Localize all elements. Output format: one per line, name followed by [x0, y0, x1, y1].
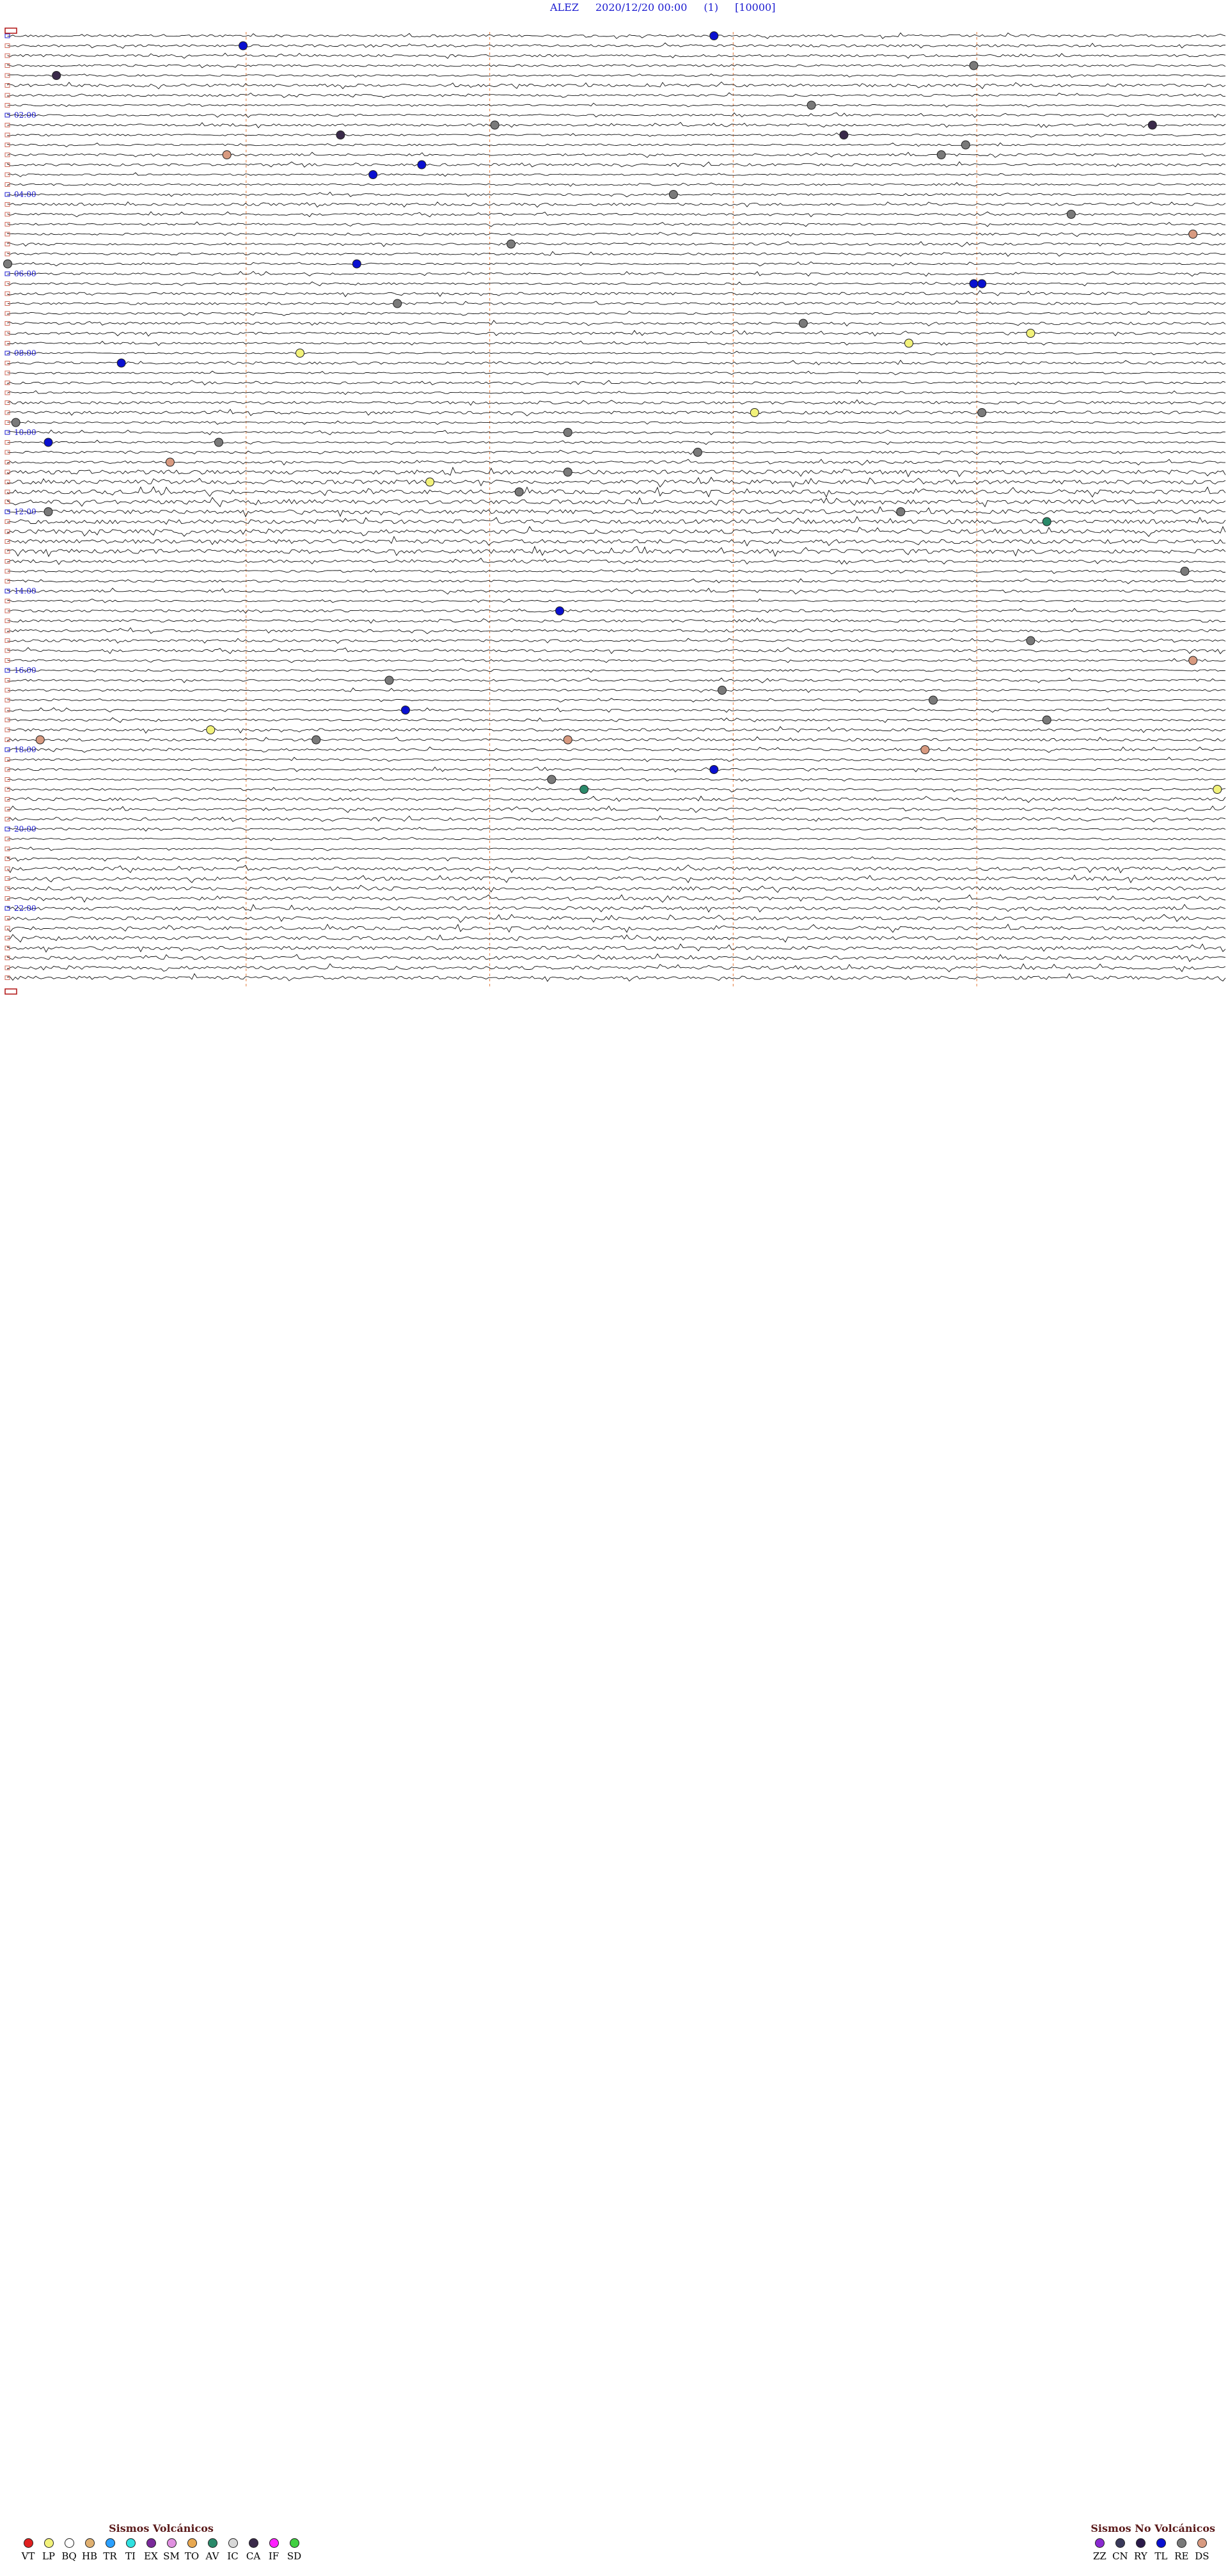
legend-item-ex: [142, 2538, 160, 2562]
legend-code: TR: [103, 2550, 117, 2562]
event-marker-lp: [1213, 786, 1222, 794]
legend-swatch: [167, 2538, 177, 2548]
event-marker-ds: [36, 736, 44, 744]
event-marker-tl: [710, 32, 718, 40]
trace-row: [8, 895, 1225, 903]
trace-row: [8, 82, 1225, 89]
row-marker: [5, 946, 10, 950]
trace-row: [8, 837, 1225, 841]
trace-row: [8, 33, 1225, 38]
record-end-marker: [5, 989, 17, 994]
trace-row: [8, 450, 1225, 455]
row-marker: [5, 510, 10, 514]
trace-row: [8, 202, 1225, 207]
event-marker-re: [1067, 210, 1075, 219]
trace-row: [8, 767, 1225, 772]
legend-item-sd: [285, 2538, 303, 2562]
trace-row: [8, 351, 1225, 355]
legend-code: TI: [125, 2550, 136, 2562]
row-marker: [5, 64, 10, 68]
legend-swatch: [290, 2538, 299, 2548]
trace-row: [8, 757, 1225, 762]
legend-code: RE: [1174, 2550, 1189, 2562]
event-marker-tl: [970, 280, 978, 288]
record-datetime: 2020/12/20 00:00: [595, 1, 688, 13]
event-marker-ds: [921, 746, 929, 754]
trace-row: [8, 152, 1225, 157]
row-marker: [5, 629, 10, 633]
trace-row: [8, 468, 1225, 477]
row-marker: [5, 926, 10, 930]
legend-code: LP: [42, 2550, 56, 2562]
event-marker-re: [669, 191, 677, 199]
trace-row: [8, 477, 1225, 487]
legend-code: TL: [1154, 2550, 1168, 2562]
row-marker: [5, 173, 10, 177]
row-marker: [5, 34, 10, 38]
trace-row: [8, 430, 1225, 435]
row-marker: [5, 292, 10, 296]
hour-label: 12:00: [14, 507, 36, 516]
amplitude-scale: [10000]: [735, 1, 776, 13]
row-marker: [5, 74, 10, 77]
event-marker-tl: [978, 280, 986, 288]
event-marker-tl: [239, 42, 248, 50]
legend-volcanic-items: [19, 2538, 303, 2562]
event-marker-re: [929, 696, 938, 704]
row-marker: [5, 679, 10, 683]
legend-item-ti: [122, 2538, 139, 2562]
trace-row: [8, 678, 1225, 683]
row-marker: [5, 232, 10, 236]
trace-row: [8, 608, 1225, 613]
trace-row: [8, 827, 1225, 832]
row-marker: [5, 906, 10, 910]
trace-row: [8, 628, 1225, 633]
legend-item-to: [183, 2538, 201, 2562]
trace-row: [8, 659, 1225, 663]
event-marker-re: [312, 736, 320, 744]
trace-row: [8, 787, 1225, 792]
event-marker-re: [970, 61, 978, 70]
event-marker-tl: [44, 438, 52, 446]
hour-label: 06:00: [14, 269, 36, 278]
legend-code: AV: [205, 2550, 219, 2562]
row-marker: [5, 867, 10, 871]
trace-row: [8, 242, 1225, 247]
hour-label: 10:00: [14, 428, 36, 437]
event-marker-tl: [710, 766, 718, 774]
trace-row: [8, 182, 1225, 186]
trace-row: [8, 262, 1225, 266]
event-marker-re: [693, 448, 702, 457]
row-marker: [5, 599, 10, 603]
trace-row: [8, 796, 1225, 803]
row-marker: [5, 639, 10, 643]
trace-row: [8, 409, 1225, 416]
trace-row: [8, 459, 1225, 465]
row-marker: [5, 312, 10, 315]
trace-row: [8, 915, 1225, 922]
trace-row: [8, 122, 1225, 128]
trace-row: [8, 747, 1225, 753]
trace-row: [8, 103, 1225, 107]
event-marker-re: [12, 418, 20, 427]
legend-code: SD: [287, 2550, 302, 2562]
legend-volcanic: [19, 2522, 303, 2562]
row-marker: [5, 113, 10, 117]
legend-code: HB: [81, 2550, 98, 2562]
event-marker-tl: [402, 706, 410, 715]
legend-item-sm: [162, 2538, 180, 2562]
trace-row: [8, 944, 1225, 952]
event-marker-re: [897, 508, 905, 516]
trace-row: [8, 113, 1225, 117]
trace-row: [8, 360, 1225, 365]
row-marker: [5, 956, 10, 960]
row-marker: [5, 857, 10, 861]
event-marker-ca: [52, 72, 61, 80]
row-marker: [5, 193, 10, 196]
legend-item-ds: [1193, 2538, 1211, 2562]
trace-row: [8, 487, 1225, 497]
legend-swatch: [1197, 2538, 1207, 2548]
legend-item-if: [265, 2538, 283, 2562]
trace-row: [8, 311, 1225, 315]
row-marker: [5, 133, 10, 137]
legend-code: VT: [21, 2550, 35, 2562]
event-marker-re: [547, 775, 556, 784]
event-marker-av: [1043, 518, 1051, 526]
event-marker-re: [215, 438, 223, 446]
row-marker: [5, 54, 10, 58]
event-marker-ds: [166, 458, 174, 466]
event-marker-re: [937, 151, 945, 159]
trace-row: [8, 212, 1225, 217]
row-marker: [5, 93, 10, 97]
legend-swatch: [85, 2538, 95, 2548]
trace-row: [8, 331, 1225, 336]
legend-code: TO: [184, 2550, 200, 2562]
record-start-marker: [5, 28, 17, 33]
event-marker-re: [978, 409, 986, 417]
legend-swatch: [146, 2538, 156, 2548]
trace-row: [8, 53, 1225, 58]
hour-label: 14:00: [14, 587, 36, 596]
event-marker-re: [507, 240, 516, 248]
event-marker-re: [44, 508, 52, 516]
row-marker: [5, 530, 10, 533]
row-marker: [5, 242, 10, 246]
row-marker: [5, 708, 10, 712]
event-marker-re: [563, 468, 572, 477]
trace-row: [8, 569, 1225, 574]
row-marker: [5, 748, 10, 752]
legend-swatch: [1095, 2538, 1105, 2548]
row-marker: [5, 699, 10, 702]
event-marker-ds: [223, 151, 231, 159]
row-marker: [5, 421, 10, 425]
event-marker-lp: [426, 478, 434, 486]
event-marker-lp: [296, 349, 304, 358]
legend-item-tr: [101, 2538, 119, 2562]
legend-item-zz: [1090, 2538, 1108, 2562]
legend-code: EX: [144, 2550, 158, 2562]
trace-row: [8, 162, 1225, 167]
trace-row: [8, 588, 1225, 594]
trace-row: [8, 558, 1225, 565]
trace-row: [8, 320, 1225, 326]
trace-row: [8, 74, 1225, 77]
trace-row: [8, 391, 1225, 395]
row-marker: [5, 668, 10, 672]
trace-row: [8, 43, 1225, 49]
event-marker-re: [563, 429, 572, 437]
legend-volcanic-title: Sismos Volcánicos: [109, 2522, 214, 2534]
trace-row: [8, 688, 1225, 693]
trace-row: [8, 816, 1225, 823]
row-marker: [5, 787, 10, 791]
row-marker: [5, 758, 10, 762]
trace-row: [8, 924, 1225, 933]
event-marker-re: [385, 676, 393, 684]
event-marker-tl: [556, 607, 564, 615]
event-marker-ds: [563, 736, 572, 744]
event-marker-ca: [336, 131, 345, 139]
legend-swatch: [44, 2538, 54, 2548]
trace-row: [8, 857, 1225, 861]
legend-item-cn: [1111, 2538, 1129, 2562]
trace-row: [8, 647, 1225, 654]
trace-row: [8, 618, 1225, 623]
row-marker: [5, 818, 10, 821]
row-marker: [5, 580, 10, 583]
row-marker: [5, 877, 10, 881]
trace-row: [8, 865, 1225, 873]
trace-row: [8, 143, 1225, 146]
trace-row: [8, 232, 1225, 237]
station-code: ALEZ: [550, 1, 579, 13]
legend-item-tl: [1152, 2538, 1170, 2562]
legend-item-re: [1172, 2538, 1190, 2562]
row-marker: [5, 431, 10, 434]
event-marker-tl: [369, 171, 377, 179]
event-marker-re: [515, 488, 523, 496]
trace-row: [8, 65, 1225, 68]
legend-swatch: [1136, 2538, 1145, 2548]
row-marker: [5, 540, 10, 544]
legend-code: BQ: [61, 2550, 77, 2562]
legend-nonvolcanic-title: Sismos No Volcánicos: [1090, 2522, 1215, 2534]
trace-row: [8, 93, 1225, 98]
trace-row: [8, 371, 1225, 375]
row-marker: [5, 936, 10, 940]
row-marker: [5, 322, 10, 326]
event-marker-lp: [905, 339, 913, 347]
legend-item-bq: [60, 2538, 78, 2562]
legend-code: IC: [227, 2550, 239, 2562]
trace-row: [8, 526, 1225, 536]
trace-row: [8, 935, 1225, 942]
trace-row: [8, 421, 1225, 425]
row-marker: [5, 966, 10, 970]
event-marker-av: [580, 786, 588, 794]
hour-label: 22:00: [14, 904, 36, 913]
trace-row: [8, 301, 1225, 305]
event-marker-re: [799, 319, 807, 328]
event-marker-ds: [1189, 230, 1197, 239]
event-marker-re: [491, 121, 499, 129]
row-marker: [5, 361, 10, 365]
channel-number: (1): [704, 1, 719, 13]
legend-code: CN: [1112, 2550, 1128, 2562]
event-marker-tl: [352, 260, 361, 268]
trace-row: [8, 271, 1225, 276]
legend-code: CA: [246, 2550, 261, 2562]
legend-swatch: [106, 2538, 115, 2548]
trace-row: [8, 974, 1225, 981]
legend-swatch: [187, 2538, 197, 2548]
trace-row: [8, 282, 1225, 286]
trace-row: [8, 192, 1225, 197]
trace-row: [8, 579, 1225, 584]
hour-label: 08:00: [14, 349, 36, 358]
trace-row: [8, 806, 1225, 812]
hour-label: 02:00: [14, 111, 36, 120]
trace-row: [8, 727, 1225, 733]
trace-row: [8, 737, 1225, 741]
trace-row: [8, 964, 1225, 972]
row-marker: [5, 342, 10, 345]
legend-swatch: [1115, 2538, 1125, 2548]
trace-row: [8, 498, 1225, 507]
legend-swatch: [269, 2538, 279, 2548]
trace-row: [8, 173, 1225, 177]
legend-item-ic: [224, 2538, 242, 2562]
row-marker: [5, 807, 10, 811]
trace-row: [8, 638, 1225, 644]
trace-row: [8, 905, 1225, 912]
legend-code: DS: [1195, 2550, 1209, 2562]
legend-swatch: [126, 2538, 136, 2548]
row-marker: [5, 847, 10, 851]
row-marker: [5, 976, 10, 980]
trace-row: [8, 599, 1225, 603]
row-marker: [5, 401, 10, 405]
trace-row: [8, 440, 1225, 445]
hour-label: 18:00: [14, 745, 36, 754]
hour-label: 20:00: [14, 825, 36, 834]
event-marker-ca: [1148, 121, 1156, 129]
legend-item-ca: [244, 2538, 262, 2562]
trace-row: [8, 507, 1225, 517]
row-marker: [5, 391, 10, 395]
row-marker: [5, 917, 10, 921]
hour-label: 04:00: [14, 190, 36, 199]
trace-row: [8, 380, 1225, 385]
trace-row: [8, 251, 1225, 257]
legend-swatch: [1177, 2538, 1186, 2548]
legend-code: RY: [1134, 2550, 1147, 2562]
trace-row: [8, 875, 1225, 883]
trace-row: [8, 222, 1225, 226]
event-marker-tl: [117, 359, 125, 367]
trace-row: [8, 290, 1225, 297]
event-marker-lp: [750, 409, 759, 417]
legend-swatch: [249, 2538, 258, 2548]
event-marker-re: [4, 260, 12, 268]
row-marker: [5, 827, 10, 831]
row-marker: [5, 282, 10, 286]
event-marker-re: [961, 141, 970, 149]
event-marker-lp: [1027, 329, 1035, 338]
trace-row: [8, 699, 1225, 702]
event-marker-re: [1043, 716, 1051, 724]
plot-header: [550, 1, 792, 13]
legend-swatch: [24, 2538, 33, 2548]
legend-code: ZZ: [1092, 2550, 1106, 2562]
trace-row: [8, 707, 1225, 712]
trace-row: [8, 400, 1225, 406]
trace-row: [8, 885, 1225, 892]
trace-row: [8, 668, 1225, 672]
trace-row: [8, 546, 1225, 557]
legend-code: SM: [163, 2550, 180, 2562]
row-marker: [5, 688, 10, 692]
trace-row: [8, 954, 1225, 961]
event-marker-re: [1027, 636, 1035, 645]
legend-swatch: [1156, 2538, 1166, 2548]
legend-nonvolcanic: [1090, 2522, 1215, 2562]
event-marker-re: [807, 101, 815, 109]
legend-item-vt: [19, 2538, 37, 2562]
event-marker-re: [1181, 567, 1189, 576]
legend-item-av: [203, 2538, 221, 2562]
event-marker-ca: [840, 131, 848, 139]
hour-label: 16:00: [14, 666, 36, 675]
event-marker-ds: [1189, 656, 1197, 665]
legend-swatch: [208, 2538, 217, 2548]
legend-item-ry: [1131, 2538, 1149, 2562]
trace-row: [8, 341, 1225, 345]
trace-row: [8, 537, 1225, 546]
legend-swatch: [65, 2538, 74, 2548]
legend-item-hb: [81, 2538, 98, 2562]
trace-row: [8, 847, 1225, 851]
legend-code: IF: [268, 2550, 279, 2562]
legend-nonvolcanic-items: [1090, 2538, 1215, 2562]
legend-item-lp: [40, 2538, 58, 2562]
event-marker-re: [718, 686, 727, 695]
trace-row: [8, 133, 1225, 138]
trace-row: [8, 778, 1225, 782]
event-marker-re: [393, 299, 402, 308]
event-marker-lp: [207, 726, 215, 734]
event-marker-tl: [418, 161, 426, 169]
legend-swatch: [228, 2538, 238, 2548]
